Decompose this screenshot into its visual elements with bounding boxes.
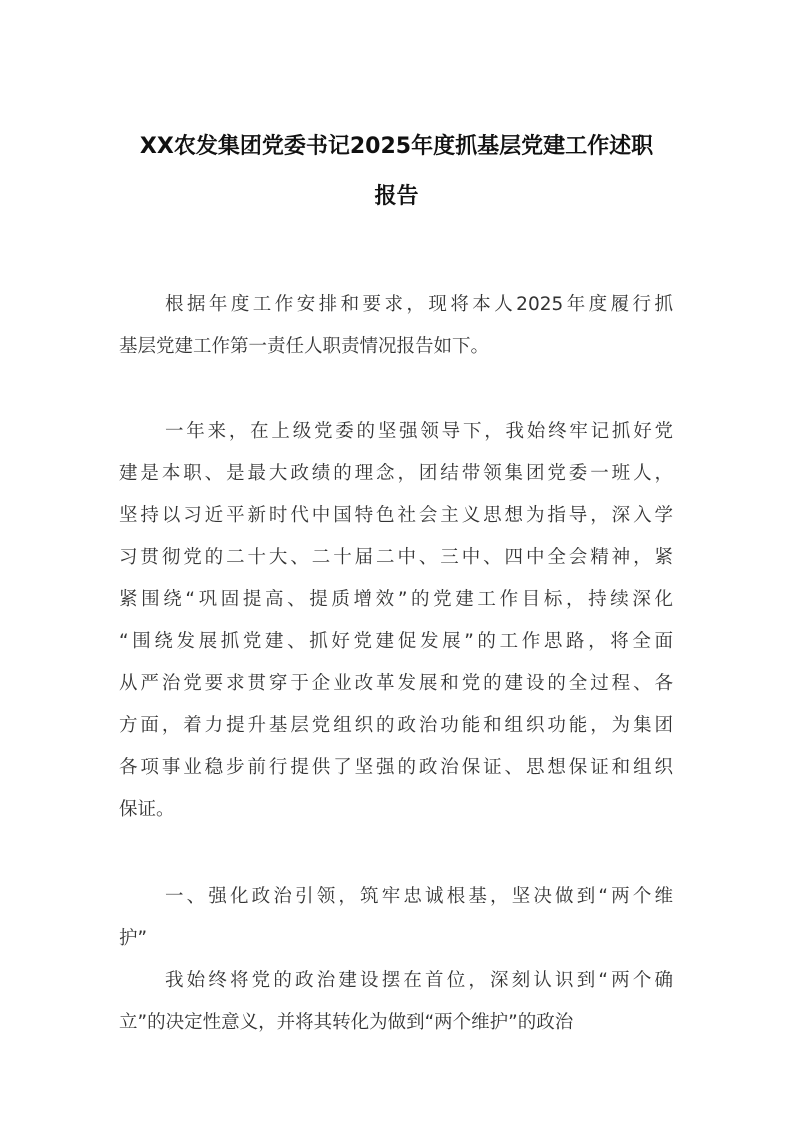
text-line: 根据年度工作安排和要求，现将本人2025年度履行抓 [165, 294, 673, 315]
text-line: 护” [119, 928, 148, 949]
text-line: 各项事业稳步前行提供了坚强的政治保证、思想保证和组织 [119, 757, 673, 778]
section-heading-1 [119, 876, 673, 960]
summary-paragraph [119, 411, 673, 831]
text-line: “围绕发展抓党建、抓好党建促发展”的工作思路，将全面 [119, 631, 673, 652]
text-line: 基层党建工作第一责任人职责情况报告如下。 [119, 336, 490, 357]
text-line: 立”的决定性意义，并将其转化为做到“两个维护”的政治 [119, 1012, 574, 1033]
text-line: 保证。 [119, 799, 175, 820]
section-1-paragraph [119, 960, 673, 1044]
title-line: XX农发集团党委书记2025年度抓基层党建工作述职 [139, 134, 654, 159]
text-line: 建是本职、是最大政绩的理念，团结带领集团党委一班人， [119, 463, 673, 484]
text-line: 坚持以习近平新时代中国特色社会主义思想为指导，深入学 [119, 505, 673, 526]
text-line: 从严治党要求贯穿于企业改革发展和党的建设的全过程、各 [119, 673, 673, 694]
text-line: 习贯彻党的二十大、二十届二中、三中、四中全会精神，紧 [119, 547, 673, 568]
text-line: 方面，着力提升基层党组织的政治功能和组织功能，为集团 [119, 715, 673, 736]
document-title [100, 122, 693, 222]
text-line: 我始终将党的政治建设摆在首位，深刻认识到“两个确 [165, 970, 673, 991]
intro-paragraph [119, 284, 673, 368]
text-line: 一、强化政治引领，筑牢忠诚根基，坚决做到“两个维 [165, 886, 673, 907]
text-line: 一年来，在上级党委的坚强领导下，我始终牢记抓好党 [165, 421, 673, 442]
text-line: 紧围绕“巩固提高、提质增效”的党建工作目标，持续深化 [119, 589, 673, 610]
title-line: 报告 [374, 184, 419, 209]
